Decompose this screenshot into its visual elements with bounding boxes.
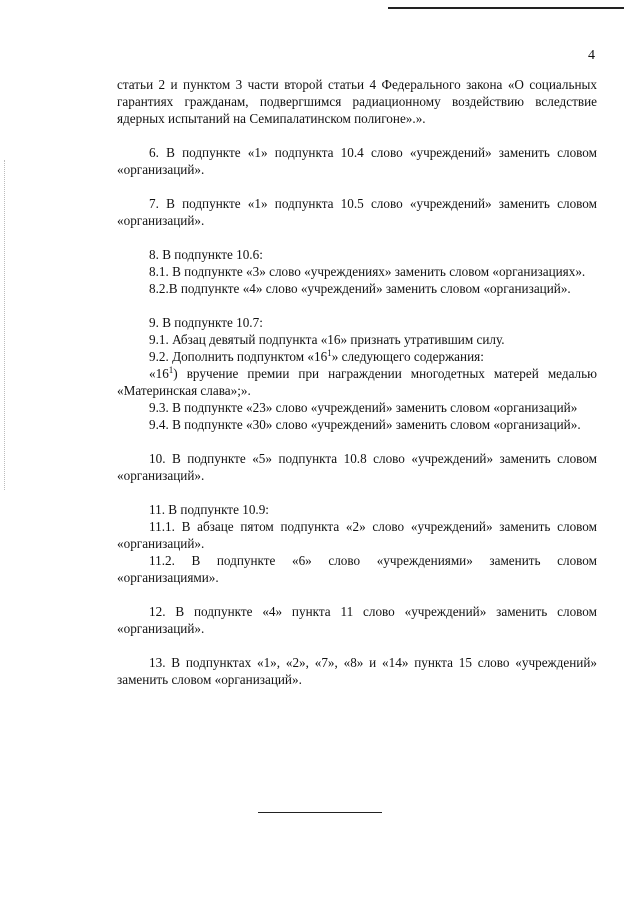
paragraph-item-9-2	[117, 348, 597, 365]
top-rule	[388, 7, 624, 9]
paragraph-item-8-1: 8.1. В подпункте «3» слово «учреждениях» заменить словом «организациях».	[149, 264, 586, 279]
paragraph-item-12: 12. В подпункте «4» пункта 11 слово «учреждений» заменить словом «организаций».	[117, 604, 597, 636]
paragraph-item-11-1: 11.1. В абзаце пятом подпункта «2» слово «учреждений» заменить словом «организаций».	[117, 519, 597, 551]
text-part: » следующего содержания:	[331, 349, 484, 364]
page-number: 4	[588, 48, 595, 63]
paragraph-item-8: 8. В подпункте 10.6:	[149, 247, 263, 262]
paragraph-item-11: 11. В подпункте 10.9:	[149, 502, 269, 517]
paragraph-item-8-2: 8.2.В подпункте «4» слово «учреждений» заменить словом «организаций».	[149, 281, 571, 296]
text-part: ) вручение премии при награждении многодетных матерей медалью «Материнская слава»;».	[117, 366, 597, 398]
paragraph-item-13: 13. В подпунктах «1», «2», «7», «8» и «14» пункта 15 слово «учреждений» заменить словом «организаций».	[117, 655, 597, 687]
paragraph-item-9-1: 9.1. Абзац девятый подпункта «16» признать утратившим силу.	[149, 332, 505, 347]
paragraph-item-9: 9. В подпункте 10.7:	[149, 315, 263, 330]
paragraph-continuation: статьи 2 и пунктом 3 части второй статьи 4 Федерального закона «О социальных гарантиях гражданам, подвергшимся радиационному воздействию вследствие ядерных испытаний на Семипалатинском полигоне».».	[117, 77, 597, 126]
paragraph-quote-16-1	[117, 365, 597, 399]
superscript: 1	[168, 365, 174, 375]
paragraph-item-11-2: 11.2. В подпункте «6» слово «учреждениями» заменить словом «организациями».	[117, 553, 597, 585]
document-body	[117, 76, 597, 688]
paragraph-item-6: 6. В подпункте «1» подпункта 10.4 слово «учреждений» заменить словом «организаций».	[117, 145, 597, 177]
paragraph-item-10: 10. В подпункте «5» подпункта 10.8 слово «учреждений» заменить словом «организаций».	[117, 451, 597, 483]
text-part: «16	[149, 366, 169, 381]
scan-margin-marks	[4, 160, 6, 490]
paragraph-item-7: 7. В подпункте «1» подпункта 10.5 слово «учреждений» заменить словом «организаций».	[117, 196, 597, 228]
bottom-rule	[258, 812, 382, 813]
superscript: 1	[327, 348, 332, 358]
paragraph-item-9-3: 9.3. В подпункте «23» слово «учреждений» заменить словом «организаций»	[149, 400, 578, 415]
paragraph-item-9-4: 9.4. В подпункте «30» слово «учреждений» заменить словом «организаций».	[149, 417, 581, 432]
text-part: 9.2. Дополнить подпунктом «16	[149, 349, 328, 364]
